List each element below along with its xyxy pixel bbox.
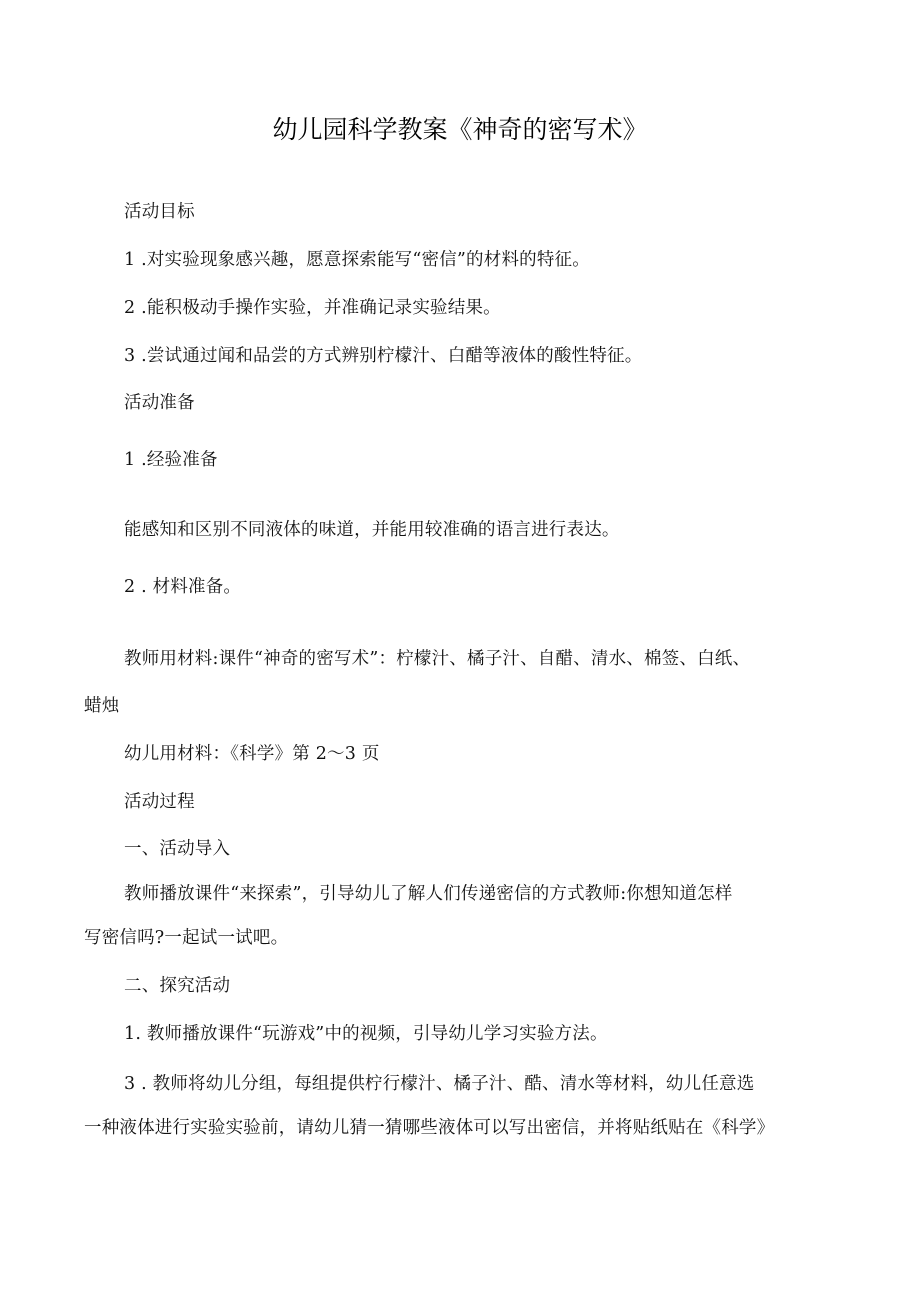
paragraph-line: 2 .能积极动手操作实验，并准确记录实验结果。 [124,298,501,318]
section-heading-goals: 活动目标 [124,202,195,222]
paragraph-line: 3 . 教师将幼儿分组，每组提供柠行檬汁、橘子汁、酷、清水等材料，幼儿任意选 [124,1074,755,1094]
subsection-heading: 一、活动导入 [124,839,231,859]
paragraph-line: 1 .对实验现象感兴趣，愿意探索能写“密信”的材料的特征。 [124,250,590,270]
document-title: 幼儿园科学教案《神奇的密写术》 [272,115,648,144]
paragraph-line: 教师用材料:课件“神奇的密写术”：柠檬汁、橘子汁、自醋、清水、棉签、白纸、 [124,649,751,669]
paragraph-line: 教师播放课件“来探索”，引导幼儿了解人们传递密信的方式教师:你想知道怎样 [124,884,733,904]
paragraph-line: 1. 教师播放课件“玩游戏”中的视频，引导幼儿学习实验方法。 [124,1024,608,1044]
paragraph-line: 能感知和区别不同液体的味道，并能用较准确的语言进行表达。 [124,520,620,540]
section-heading-process: 活动过程 [124,792,195,812]
paragraph-line: 3 .尝试通过闻和品尝的方式辨别柠檬汁、白醋等液体的酸性特征。 [124,346,643,366]
paragraph-line: 写密信吗?一起试一试吧。 [84,928,289,948]
subsection-heading: 二、探究活动 [124,976,231,996]
paragraph-line: 1 .经验准备 [124,450,218,470]
section-heading-preparation: 活动准备 [124,393,195,413]
paragraph-line: 蜡烛 [84,696,120,716]
paragraph-line: 幼儿用材料：《科学》第 2～3 页 [124,744,380,764]
paragraph-line: 2 . 材料准备。 [124,577,242,597]
paragraph-line: 一种液体进行实验实验前，请幼儿猜一猜哪些液体可以写出密信，并将贴纸贴在《科学》 [84,1118,775,1138]
